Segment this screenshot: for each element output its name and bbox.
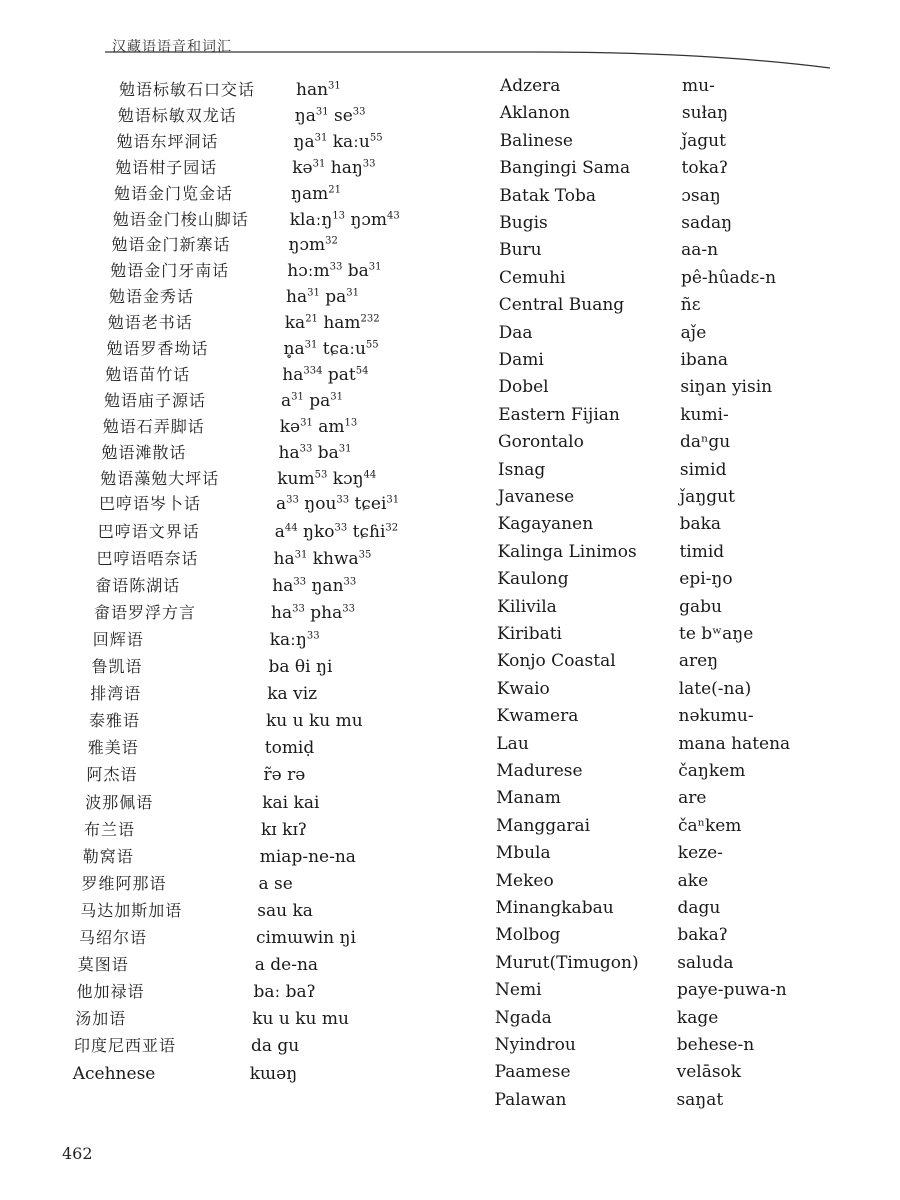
left-column-language-name: 罗维阿那语 xyxy=(81,873,167,893)
left-column-word-form: a se xyxy=(258,873,293,894)
right-column-word-form: dagu xyxy=(677,898,721,918)
left-column-word-form: r̃ə rə xyxy=(263,765,306,786)
left-column-word-form: a de-na xyxy=(254,955,319,976)
left-column-language-name: 勉语滩散话 xyxy=(101,442,187,462)
right-column-word-form: ǰagut xyxy=(681,130,726,151)
left-column-language-name: 巴哼语文界话 xyxy=(97,521,200,541)
right-column-language-name: Paamese xyxy=(494,1062,571,1083)
right-column-language-name: Kagayanen xyxy=(497,514,594,535)
right-column-word-form: mu- xyxy=(682,76,715,96)
left-column-word-form: ku u ku mu xyxy=(252,1009,349,1030)
right-column-language-name: Buru xyxy=(499,240,542,261)
left-column-word-form: $a^{44}$ ŋko$^{33}$ tɕɦi$^{32}$ xyxy=(274,521,399,542)
left-column-language-name: 布兰语 xyxy=(84,819,136,839)
left-column-language-name: 印度尼西亚语 xyxy=(74,1036,177,1056)
right-column-word-form: bakaʔ xyxy=(677,925,728,946)
right-column-word-form: nəkumu- xyxy=(678,706,754,727)
page-number: 462 xyxy=(62,1144,93,1163)
left-column-word-form: $ha^{33}$ $ba^{31}$ xyxy=(278,442,352,463)
right-column-language-name: Cemuhi xyxy=(498,267,566,288)
left-column-word-form: $a^{33}$ ŋou$^{33}$ tɕei$^{31}$ xyxy=(276,494,400,515)
right-column-word-form: mana hatena xyxy=(678,733,791,754)
left-column-language-name: 排湾语 xyxy=(90,684,142,704)
left-column-word-form: klaːŋ$^{13}$ ŋɔm$^{43}$ xyxy=(289,209,400,230)
right-column-language-name: Molbog xyxy=(495,925,561,946)
right-column-language-name: Kwamera xyxy=(496,706,579,727)
right-column-word-form: sułaŋ xyxy=(681,103,729,124)
right-column-language-name: Central Buang xyxy=(498,295,625,316)
left-column-word-form: kə$^{31}$ haŋ$^{33}$ xyxy=(292,157,376,178)
left-column-language-name: 勉语标敏石口交话 xyxy=(119,80,256,99)
left-column-language-name: 汤加语 xyxy=(75,1009,127,1029)
left-column-word-form: kɯəŋ xyxy=(249,1063,298,1084)
left-column-language-name: 泰雅语 xyxy=(89,711,141,731)
right-column-language-name: Daa xyxy=(498,322,533,343)
right-column-word-form: are xyxy=(678,788,707,809)
right-column-language-name: Isnag xyxy=(497,459,546,480)
left-column-language-name: 勉语金门览金话 xyxy=(114,183,234,203)
right-column-language-name: Lau xyxy=(496,733,529,754)
left-column-word-form: $ha^{33}$ ŋan$^{33}$ xyxy=(272,575,357,596)
left-column-language-name: 雅美语 xyxy=(87,738,139,758)
right-column-language-name: Nemi xyxy=(495,980,542,1001)
right-column-word-form: saluda xyxy=(677,952,734,973)
right-column-language-name: Aklanon xyxy=(499,103,571,124)
left-column-language-name: 勒窝语 xyxy=(82,846,134,866)
left-column-language-name: 勉语石弄脚话 xyxy=(102,416,205,436)
left-column-language-name: 马达加斯加语 xyxy=(80,900,183,920)
right-column-language-name: Bangingi Sama xyxy=(499,158,631,179)
left-column-language-name: 畲语陈湖话 xyxy=(95,575,181,595)
right-column-word-form: keze- xyxy=(677,843,723,864)
right-column-word-form: simid xyxy=(679,459,727,480)
left-column-word-form: da gu xyxy=(251,1036,300,1057)
left-column-word-form: kɪ kɪʔ xyxy=(261,819,307,840)
left-column-language-name: 勉语庙子源话 xyxy=(104,390,207,410)
left-column-word-form: $ŋa^{31}$ $se^{33}$ xyxy=(294,105,366,126)
right-column-word-form: ibana xyxy=(680,350,729,370)
left-column-language-name: 勉语金秀话 xyxy=(109,287,195,307)
left-column-language-name: 勉语罗香坳话 xyxy=(106,339,209,358)
right-column-language-name: Mbula xyxy=(495,843,551,864)
right-column-word-form: daⁿgu xyxy=(680,432,731,453)
right-column-word-form: baka xyxy=(679,514,722,535)
right-column-word-form: timid xyxy=(679,541,725,562)
right-column-word-form: ǰaŋgut xyxy=(679,487,735,507)
left-column-language-name: 勉语金门新寨话 xyxy=(111,235,231,255)
right-column-word-form: te bʷaŋe xyxy=(679,624,754,644)
left-column-word-form: ŋɔm$^{32}$ xyxy=(288,235,338,256)
right-column-word-form: ɔsaŋ xyxy=(681,185,721,206)
left-column-word-form: $ka^{21}$ ham$^{232}$ xyxy=(284,313,380,334)
right-column-language-name: Minangkabau xyxy=(495,898,614,918)
right-column-language-name: Mekeo xyxy=(495,870,554,891)
right-column-language-name: Bugis xyxy=(499,213,548,233)
left-column-word-form: $n̥a^{31}$ tɕaːu$^{55}$ xyxy=(283,339,379,359)
right-column-language-name: Batak Toba xyxy=(499,185,596,206)
left-column-language-name: 阿杰语 xyxy=(86,765,138,785)
running-head: 汉藏语语音和词汇 xyxy=(112,39,232,55)
right-column-language-name: Murut(Timugon) xyxy=(495,952,639,973)
left-column-language-name: 鲁凯语 xyxy=(91,657,143,676)
left-column-language-name: 回辉语 xyxy=(92,629,144,649)
right-column-word-form: čaŋkem xyxy=(678,761,746,781)
left-column-language-name: 勉语标敏双龙话 xyxy=(117,105,237,125)
left-column-word-form: tomiḍ xyxy=(264,738,315,759)
left-column-language-name: 勉语柑子园话 xyxy=(115,157,218,177)
left-column-word-form: kaːŋ$^{33}$ xyxy=(269,629,320,650)
left-column-word-form: kai kai xyxy=(262,792,320,813)
left-column-word-form: kə$^{31}$ $am^{13}$ xyxy=(279,416,358,437)
left-column-word-form: hɔːm$^{33}$ $ba^{31}$ xyxy=(287,261,382,282)
left-column-word-form: $ha^{31}$ $pa^{31}$ xyxy=(286,287,359,308)
right-column-language-name: Dobel xyxy=(498,377,549,398)
left-column-word-form: $ha^{33}$ pha$^{33}$ xyxy=(271,602,355,623)
right-column-language-name: Manam xyxy=(496,788,561,809)
left-column-language-name: 畲语罗浮方言 xyxy=(94,602,197,622)
left-column-language-name: 勉语金门牙南话 xyxy=(110,261,230,281)
left-column-word-form: miap-ne-na xyxy=(259,846,356,867)
right-column-language-name: Manggarai xyxy=(495,815,591,836)
left-column-language-name: 勉语藻勉大坪话 xyxy=(100,468,220,488)
right-column-word-form: tokaʔ xyxy=(681,158,729,179)
right-column-language-name: Kilivila xyxy=(497,596,557,617)
left-column-word-form: $ŋa^{31}$ kaːu$^{55}$ xyxy=(293,131,383,152)
left-column-language-name: 马绍尔语 xyxy=(79,928,148,947)
left-column-word-form: cimɯwin ŋi xyxy=(256,928,356,948)
left-column-word-form: kum$^{53}$ kɔŋ$^{44}$ xyxy=(277,468,377,489)
right-column-word-form: kumi- xyxy=(680,404,729,425)
right-column-language-name: Palawan xyxy=(494,1089,567,1110)
left-column-word-form: $ha^{31}$ khwa$^{35}$ xyxy=(273,548,372,569)
right-column-word-form: saŋat xyxy=(676,1089,724,1110)
left-column-word-form: $ha^{334}$ pat$^{54}$ xyxy=(282,364,369,385)
right-column-language-name: Ngada xyxy=(494,1007,552,1028)
right-column-language-name: Kaulong xyxy=(497,569,569,590)
right-column-language-name: Kwaio xyxy=(496,678,550,699)
right-column-word-form: areŋ xyxy=(678,651,719,672)
right-column-language-name: Konjo Coastal xyxy=(496,651,616,672)
left-column-language-name: Acehnese xyxy=(72,1063,156,1084)
left-column-language-name: 勉语老书话 xyxy=(107,313,193,333)
right-column-word-form: kage xyxy=(676,1007,719,1028)
left-column-word-form: han$^{31}$ xyxy=(296,80,341,100)
right-column-word-form: epi-ŋo xyxy=(679,569,733,590)
left-column-word-form: ba θi ŋi xyxy=(268,657,333,677)
right-column-language-name: Adzera xyxy=(500,76,561,96)
left-column-language-name: 莫图语 xyxy=(77,955,129,975)
right-column-language-name: Eastern Fijian xyxy=(498,404,620,425)
left-column-language-name: 巴哼语岑卜话 xyxy=(99,494,202,514)
right-column-language-name: Nyindrou xyxy=(494,1035,576,1055)
right-column-word-form: behese-n xyxy=(676,1035,755,1055)
left-column-language-name: 巴哼语唔奈话 xyxy=(96,548,199,568)
right-column-word-form: aa-n xyxy=(681,240,719,261)
right-column-word-form: siŋan yisin xyxy=(680,377,773,398)
left-column-language-name: 波那佩语 xyxy=(85,792,154,812)
left-column-language-name: 勉语东坪洞话 xyxy=(116,131,219,151)
left-column-word-form: baː baʔ xyxy=(253,982,316,1003)
header-rule xyxy=(105,44,835,74)
right-column-word-form: ñɛ xyxy=(680,295,701,316)
right-column-word-form: pê-hûadɛ-n xyxy=(680,267,777,288)
left-column-word-form: $a^{31}$ $pa^{31}$ xyxy=(281,390,344,411)
left-column-word-form: ŋam$^{21}$ xyxy=(291,183,341,204)
right-column-word-form: late(-na) xyxy=(678,678,752,699)
left-column-language-name: 勉语金门梭山脚话 xyxy=(112,209,249,229)
left-column-word-form: ka viz xyxy=(267,684,318,705)
left-column-word-form: sau ka xyxy=(257,900,313,921)
left-column-language-name: 他加禄语 xyxy=(76,982,145,1002)
right-column-language-name: Madurese xyxy=(496,761,583,781)
right-column-word-form: aǰe xyxy=(680,322,707,343)
right-column-word-form: paye-puwa-n xyxy=(677,980,787,1001)
right-column-language-name: Kalinga Linimos xyxy=(497,541,637,562)
right-column-word-form: čaⁿkem xyxy=(677,815,742,836)
right-column-language-name: Balinese xyxy=(499,130,573,151)
right-column-word-form: velāsok xyxy=(676,1062,742,1083)
right-column-word-form: sadaŋ xyxy=(681,213,733,233)
left-column-language-name: 勉语苗竹话 xyxy=(105,364,191,384)
right-column-word-form: ake xyxy=(677,870,709,891)
right-column-word-form: gabu xyxy=(679,596,722,617)
right-column-language-name: Gorontalo xyxy=(498,432,584,453)
left-column-word-form: ku u ku mu xyxy=(266,711,363,732)
right-column-language-name: Dami xyxy=(498,350,544,370)
right-column-language-name: Kiribati xyxy=(497,624,562,644)
right-column-language-name: Javanese xyxy=(497,487,575,507)
